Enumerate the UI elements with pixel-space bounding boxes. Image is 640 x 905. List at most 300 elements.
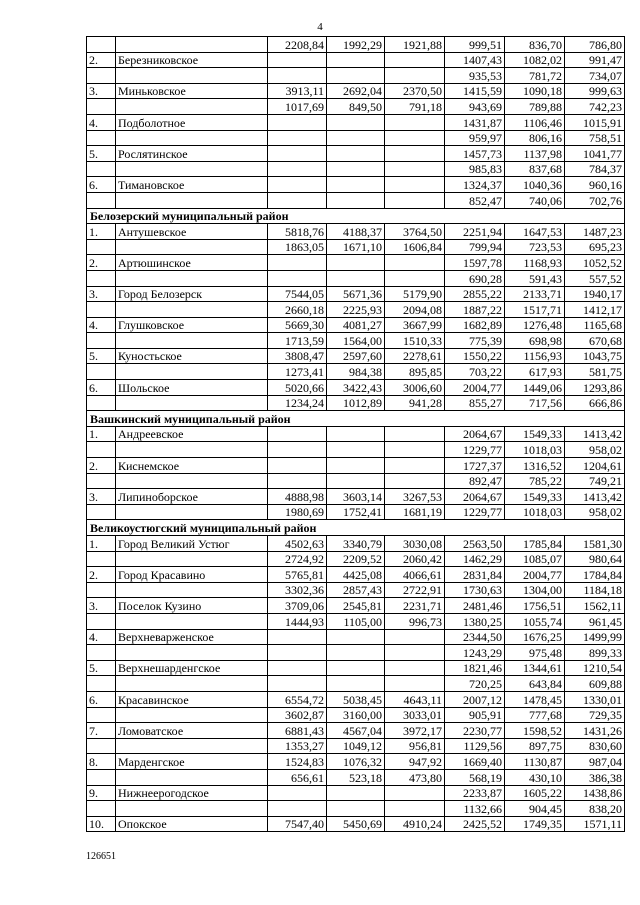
value-cell: 4081,27 xyxy=(327,317,385,333)
table-row xyxy=(87,426,625,442)
value-cell: 3267,53 xyxy=(385,489,445,505)
row-number xyxy=(87,364,116,380)
value-cell: 1293,86 xyxy=(565,380,625,396)
row-number xyxy=(87,130,116,146)
value-cell xyxy=(385,270,445,286)
value-cell: 1940,17 xyxy=(565,286,625,302)
value-cell: 1353,27 xyxy=(268,738,327,754)
value-cell: 975,48 xyxy=(505,645,565,661)
row-number: 5. xyxy=(87,348,116,364)
value-cell: 1517,71 xyxy=(505,302,565,318)
value-cell: 1887,22 xyxy=(445,302,505,318)
value-cell: 1606,84 xyxy=(385,239,445,255)
value-cell xyxy=(385,177,445,193)
row-number: 1. xyxy=(87,426,116,442)
value-cell: 1082,02 xyxy=(505,52,565,68)
settlement-name: Тимановское xyxy=(116,177,268,193)
value-cell: 1412,17 xyxy=(565,302,625,318)
value-cell xyxy=(327,426,385,442)
value-cell xyxy=(268,52,327,68)
value-cell: 2692,04 xyxy=(327,83,385,99)
value-cell: 1598,52 xyxy=(505,723,565,739)
settlement-name: Глушковское xyxy=(116,317,268,333)
value-cell xyxy=(327,442,385,458)
value-cell: 775,39 xyxy=(445,333,505,349)
value-cell: 1017,69 xyxy=(268,99,327,115)
value-cell: 1052,52 xyxy=(565,255,625,271)
value-cell: 1168,93 xyxy=(505,255,565,271)
table-row xyxy=(87,489,625,505)
settlement-name: Марденгское xyxy=(116,754,268,770)
value-cell: 789,88 xyxy=(505,99,565,115)
table-row xyxy=(87,146,625,162)
value-cell: 1204,61 xyxy=(565,458,625,474)
settlement-name: Нижнеерогодское xyxy=(116,785,268,801)
value-cell xyxy=(385,52,445,68)
value-cell xyxy=(327,473,385,489)
value-cell: 1462,29 xyxy=(445,551,505,567)
value-cell xyxy=(327,161,385,177)
value-cell: 1407,43 xyxy=(445,52,505,68)
value-cell: 1055,74 xyxy=(505,613,565,629)
table-row xyxy=(87,68,625,84)
value-cell xyxy=(385,192,445,208)
row-number: 3. xyxy=(87,489,116,505)
document-code: 126651 xyxy=(86,851,116,862)
value-cell: 670,68 xyxy=(565,333,625,349)
value-cell: 1344,61 xyxy=(505,660,565,676)
table-row xyxy=(87,317,625,333)
value-cell: 690,28 xyxy=(445,270,505,286)
value-cell: 717,56 xyxy=(505,395,565,411)
row-number: 3. xyxy=(87,83,116,99)
value-cell: 838,20 xyxy=(565,801,625,817)
value-cell: 987,04 xyxy=(565,754,625,770)
district-title: Белозерский муниципальный район xyxy=(87,208,625,224)
value-cell: 1438,86 xyxy=(565,785,625,801)
value-cell: 5179,90 xyxy=(385,286,445,302)
value-cell: 1105,00 xyxy=(327,613,385,629)
page-number: 4 xyxy=(317,21,323,33)
value-cell xyxy=(268,270,327,286)
value-cell xyxy=(327,676,385,692)
table-row xyxy=(87,37,625,53)
value-cell: 791,18 xyxy=(385,99,445,115)
table-row xyxy=(87,83,625,99)
row-number: 2. xyxy=(87,255,116,271)
settlement-name: Березниковское xyxy=(116,52,268,68)
row-number: 6. xyxy=(87,380,116,396)
row-number xyxy=(87,801,116,817)
value-cell: 749,21 xyxy=(565,473,625,489)
value-cell: 729,35 xyxy=(565,707,625,723)
value-cell: 799,94 xyxy=(445,239,505,255)
value-cell: 3808,47 xyxy=(268,348,327,364)
value-cell: 830,60 xyxy=(565,738,625,754)
value-cell: 3340,79 xyxy=(327,536,385,552)
value-cell xyxy=(327,270,385,286)
value-cell: 4567,04 xyxy=(327,723,385,739)
settlement-name: Миньковское xyxy=(116,83,268,99)
value-cell: 1550,22 xyxy=(445,348,505,364)
row-number: 8. xyxy=(87,754,116,770)
table-row xyxy=(87,801,625,817)
value-cell: 899,33 xyxy=(565,645,625,661)
row-number: 4. xyxy=(87,114,116,130)
value-cell xyxy=(268,114,327,130)
value-cell: 2004,77 xyxy=(505,567,565,583)
value-cell: 4888,98 xyxy=(268,489,327,505)
table-row xyxy=(87,52,625,68)
value-cell xyxy=(268,645,327,661)
value-cell: 5765,81 xyxy=(268,567,327,583)
value-cell: 617,93 xyxy=(505,364,565,380)
value-cell: 1040,36 xyxy=(505,177,565,193)
row-number xyxy=(87,738,116,754)
value-cell: 2233,87 xyxy=(445,785,505,801)
value-cell xyxy=(385,473,445,489)
value-cell: 1992,29 xyxy=(327,37,385,53)
value-cell: 3764,50 xyxy=(385,224,445,240)
value-cell: 1012,89 xyxy=(327,395,385,411)
value-cell: 961,45 xyxy=(565,613,625,629)
settlement-name xyxy=(116,99,268,115)
value-cell: 2007,12 xyxy=(445,691,505,707)
value-cell: 1165,68 xyxy=(565,317,625,333)
row-number xyxy=(87,68,116,84)
value-cell: 2004,77 xyxy=(445,380,505,396)
value-cell: 1549,33 xyxy=(505,426,565,442)
value-cell: 5020,66 xyxy=(268,380,327,396)
value-cell: 4066,61 xyxy=(385,567,445,583)
value-cell: 1863,05 xyxy=(268,239,327,255)
row-number: 6. xyxy=(87,691,116,707)
value-cell: 473,80 xyxy=(385,769,445,785)
value-cell: 557,52 xyxy=(565,270,625,286)
value-cell: 2344,50 xyxy=(445,629,505,645)
settlement-name: Город Красавино xyxy=(116,567,268,583)
table-row xyxy=(87,177,625,193)
value-cell: 3603,14 xyxy=(327,489,385,505)
value-cell xyxy=(385,114,445,130)
settlement-name xyxy=(116,707,268,723)
settlement-name xyxy=(116,442,268,458)
value-cell: 720,25 xyxy=(445,676,505,692)
district-header-row xyxy=(87,520,625,536)
value-cell: 430,10 xyxy=(505,769,565,785)
value-cell xyxy=(385,801,445,817)
value-cell xyxy=(327,660,385,676)
table-row xyxy=(87,364,625,380)
value-cell: 4188,37 xyxy=(327,224,385,240)
value-cell: 734,07 xyxy=(565,68,625,84)
value-cell: 3006,60 xyxy=(385,380,445,396)
value-cell: 7547,40 xyxy=(268,816,327,832)
value-cell: 1784,84 xyxy=(565,567,625,583)
row-number xyxy=(87,504,116,520)
row-number xyxy=(87,302,116,318)
value-cell: 1478,45 xyxy=(505,691,565,707)
value-cell xyxy=(327,801,385,817)
value-cell: 2094,08 xyxy=(385,302,445,318)
value-cell: 3422,43 xyxy=(327,380,385,396)
value-cell: 1821,46 xyxy=(445,660,505,676)
settlement-name: Куностьское xyxy=(116,348,268,364)
settlement-name xyxy=(116,613,268,629)
value-cell: 905,91 xyxy=(445,707,505,723)
value-cell: 1444,93 xyxy=(268,613,327,629)
value-cell xyxy=(268,801,327,817)
value-cell: 2064,67 xyxy=(445,489,505,505)
value-cell: 1076,32 xyxy=(327,754,385,770)
value-cell xyxy=(327,785,385,801)
value-cell xyxy=(385,676,445,692)
district-header-row xyxy=(87,208,625,224)
value-cell xyxy=(385,426,445,442)
value-cell: 1785,84 xyxy=(505,536,565,552)
value-cell: 849,50 xyxy=(327,99,385,115)
settlement-name xyxy=(116,364,268,380)
value-cell: 806,16 xyxy=(505,130,565,146)
row-number: 3. xyxy=(87,598,116,614)
value-cell xyxy=(385,255,445,271)
value-cell xyxy=(268,130,327,146)
value-cell: 904,45 xyxy=(505,801,565,817)
row-number xyxy=(87,161,116,177)
value-cell xyxy=(385,442,445,458)
district-title: Великоустюгский муниципальный район xyxy=(87,520,625,536)
value-cell: 3030,08 xyxy=(385,536,445,552)
value-cell: 999,63 xyxy=(565,83,625,99)
value-cell: 1229,77 xyxy=(445,442,505,458)
table-row xyxy=(87,504,625,520)
value-cell: 2278,61 xyxy=(385,348,445,364)
value-cell xyxy=(268,192,327,208)
value-cell xyxy=(385,660,445,676)
value-cell: 2857,43 xyxy=(327,582,385,598)
settlement-name: Киснемское xyxy=(116,458,268,474)
table-row xyxy=(87,473,625,489)
row-number: 1. xyxy=(87,536,116,552)
row-number xyxy=(87,333,116,349)
value-cell: 1457,73 xyxy=(445,146,505,162)
row-number xyxy=(87,37,116,53)
value-cell: 1756,51 xyxy=(505,598,565,614)
value-cell: 1316,52 xyxy=(505,458,565,474)
value-cell: 897,75 xyxy=(505,738,565,754)
value-cell xyxy=(385,629,445,645)
value-cell: 6881,43 xyxy=(268,723,327,739)
value-cell: 852,47 xyxy=(445,192,505,208)
value-cell xyxy=(327,255,385,271)
row-number: 2. xyxy=(87,52,116,68)
table-row xyxy=(87,645,625,661)
value-cell: 895,85 xyxy=(385,364,445,380)
value-cell: 2481,46 xyxy=(445,598,505,614)
value-cell: 1647,53 xyxy=(505,224,565,240)
settlement-name: Антушевское xyxy=(116,224,268,240)
row-number: 3. xyxy=(87,286,116,302)
row-number: 6. xyxy=(87,177,116,193)
table-row xyxy=(87,551,625,567)
value-cell xyxy=(268,458,327,474)
row-number xyxy=(87,613,116,629)
value-cell: 1681,19 xyxy=(385,504,445,520)
value-cell xyxy=(327,114,385,130)
settlement-name: Артюшинское xyxy=(116,255,268,271)
row-number: 2. xyxy=(87,458,116,474)
table-row xyxy=(87,395,625,411)
value-cell: 1380,25 xyxy=(445,613,505,629)
value-cell: 984,38 xyxy=(327,364,385,380)
value-cell: 855,27 xyxy=(445,395,505,411)
value-cell: 1549,33 xyxy=(505,489,565,505)
row-number xyxy=(87,442,116,458)
value-cell: 2231,71 xyxy=(385,598,445,614)
value-cell: 943,69 xyxy=(445,99,505,115)
value-cell: 935,53 xyxy=(445,68,505,84)
value-cell: 1749,35 xyxy=(505,816,565,832)
settlement-name xyxy=(116,130,268,146)
value-cell xyxy=(268,660,327,676)
value-cell: 1487,23 xyxy=(565,224,625,240)
value-cell: 698,98 xyxy=(505,333,565,349)
value-cell: 758,51 xyxy=(565,130,625,146)
value-cell: 1524,83 xyxy=(268,754,327,770)
value-cell: 523,18 xyxy=(327,769,385,785)
table-row xyxy=(87,816,625,832)
value-cell: 999,51 xyxy=(445,37,505,53)
value-cell: 1273,41 xyxy=(268,364,327,380)
value-cell: 1449,06 xyxy=(505,380,565,396)
value-cell: 1676,25 xyxy=(505,629,565,645)
value-cell: 1156,93 xyxy=(505,348,565,364)
value-cell xyxy=(327,52,385,68)
value-cell: 2064,67 xyxy=(445,426,505,442)
value-cell: 2660,18 xyxy=(268,302,327,318)
value-cell: 1581,30 xyxy=(565,536,625,552)
table-row xyxy=(87,161,625,177)
value-cell xyxy=(268,161,327,177)
settlement-name xyxy=(116,504,268,520)
value-cell xyxy=(385,458,445,474)
value-cell: 956,81 xyxy=(385,738,445,754)
value-cell: 985,83 xyxy=(445,161,505,177)
value-cell xyxy=(327,192,385,208)
value-cell: 1510,33 xyxy=(385,333,445,349)
value-cell: 386,38 xyxy=(565,769,625,785)
value-cell: 1137,98 xyxy=(505,146,565,162)
value-cell: 1727,37 xyxy=(445,458,505,474)
value-cell xyxy=(327,146,385,162)
settlement-name: Подболотное xyxy=(116,114,268,130)
table-row xyxy=(87,333,625,349)
table-row xyxy=(87,691,625,707)
table-row xyxy=(87,114,625,130)
settlement-name: Верхнешарденгское xyxy=(116,660,268,676)
value-cell: 784,37 xyxy=(565,161,625,177)
value-cell: 1431,26 xyxy=(565,723,625,739)
value-cell: 1041,77 xyxy=(565,146,625,162)
row-number xyxy=(87,676,116,692)
value-cell: 2060,42 xyxy=(385,551,445,567)
row-number xyxy=(87,395,116,411)
value-cell: 2597,60 xyxy=(327,348,385,364)
value-cell xyxy=(327,68,385,84)
district-header-row xyxy=(87,411,625,427)
settlement-name: Рослятинское xyxy=(116,146,268,162)
value-cell: 1413,42 xyxy=(565,426,625,442)
value-cell: 958,02 xyxy=(565,504,625,520)
value-cell xyxy=(268,442,327,458)
value-cell: 3913,11 xyxy=(268,83,327,99)
settlement-name xyxy=(116,192,268,208)
value-cell: 723,53 xyxy=(505,239,565,255)
value-cell: 695,23 xyxy=(565,239,625,255)
value-cell: 568,19 xyxy=(445,769,505,785)
value-cell: 4502,63 xyxy=(268,536,327,552)
value-cell xyxy=(268,629,327,645)
settlement-name xyxy=(116,395,268,411)
value-cell: 1130,87 xyxy=(505,754,565,770)
settlement-name xyxy=(116,161,268,177)
value-cell: 3972,17 xyxy=(385,723,445,739)
value-cell: 1980,69 xyxy=(268,504,327,520)
row-number xyxy=(87,239,116,255)
row-number xyxy=(87,551,116,567)
value-cell: 703,22 xyxy=(445,364,505,380)
value-cell: 656,61 xyxy=(268,769,327,785)
value-cell: 2208,84 xyxy=(268,37,327,53)
settlement-name xyxy=(116,302,268,318)
district-title: Вашкинский муниципальный район xyxy=(87,411,625,427)
settlement-name xyxy=(116,551,268,567)
value-cell: 785,22 xyxy=(505,473,565,489)
table-body xyxy=(87,37,625,832)
row-number xyxy=(87,99,116,115)
table-row xyxy=(87,458,625,474)
value-cell: 4425,08 xyxy=(327,567,385,583)
value-cell: 996,73 xyxy=(385,613,445,629)
row-number: 7. xyxy=(87,723,116,739)
row-number: 10. xyxy=(87,816,116,832)
value-cell: 1921,88 xyxy=(385,37,445,53)
row-number xyxy=(87,192,116,208)
tariff-table xyxy=(86,36,625,832)
value-cell: 1229,77 xyxy=(445,504,505,520)
value-cell xyxy=(327,629,385,645)
settlement-name: Ломоватское xyxy=(116,723,268,739)
table-row xyxy=(87,239,625,255)
value-cell: 2722,91 xyxy=(385,582,445,598)
value-cell: 609,88 xyxy=(565,676,625,692)
value-cell: 781,72 xyxy=(505,68,565,84)
value-cell: 3160,00 xyxy=(327,707,385,723)
value-cell xyxy=(268,676,327,692)
settlement-name xyxy=(116,473,268,489)
table-row xyxy=(87,567,625,583)
value-cell: 702,76 xyxy=(565,192,625,208)
table-row xyxy=(87,224,625,240)
table-row xyxy=(87,707,625,723)
value-cell: 4643,11 xyxy=(385,691,445,707)
table-row xyxy=(87,613,625,629)
value-cell: 1085,07 xyxy=(505,551,565,567)
value-cell: 959,97 xyxy=(445,130,505,146)
table-row xyxy=(87,754,625,770)
value-cell xyxy=(268,255,327,271)
value-cell: 991,47 xyxy=(565,52,625,68)
